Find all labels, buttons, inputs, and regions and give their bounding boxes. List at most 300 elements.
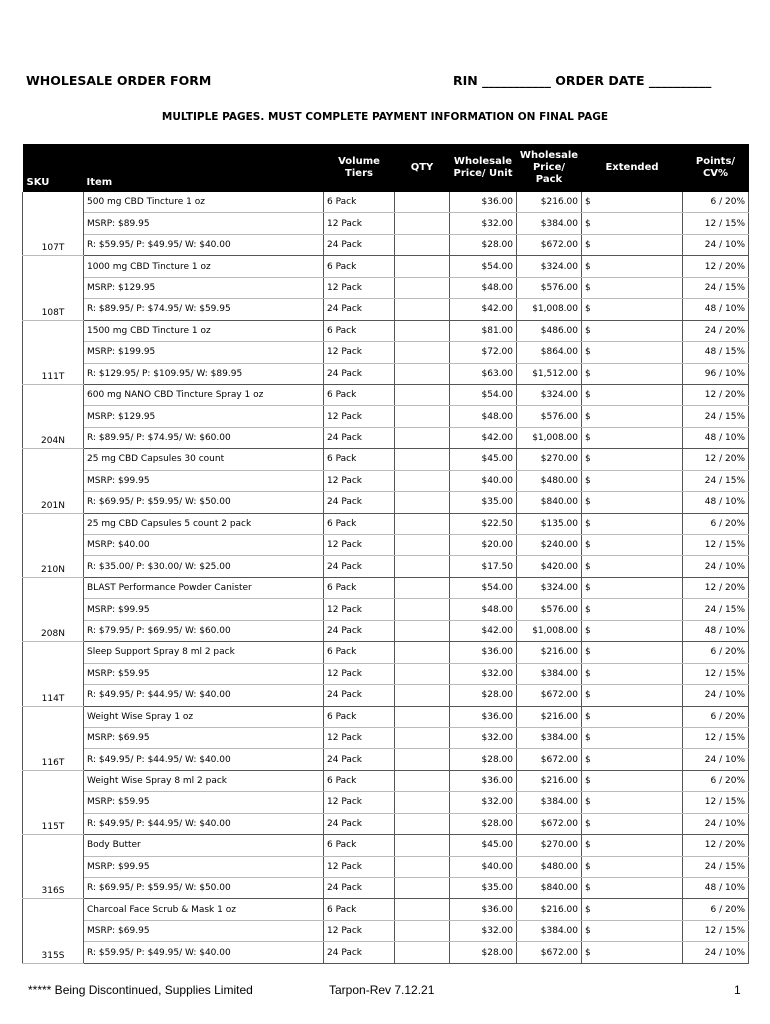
pack-price-cell: $135.00: [517, 513, 582, 534]
points-cell: 48 / 10%: [683, 492, 749, 513]
table-row: [23, 770, 749, 791]
item-cell: MSRP: $99.95: [84, 470, 324, 491]
volume-tier-cell: 24 Pack: [324, 492, 395, 513]
extended-cell[interactable]: $: [582, 342, 683, 363]
unit-price-cell: $35.00: [450, 492, 517, 513]
table-row: [23, 899, 749, 920]
points-cell: 96 / 10%: [683, 363, 749, 384]
points-cell: 24 / 10%: [683, 749, 749, 770]
qty-input-cell[interactable]: [395, 878, 450, 899]
extended-cell[interactable]: $: [582, 878, 683, 899]
qty-input-cell[interactable]: [395, 727, 450, 748]
sku-cell: 208N: [23, 577, 84, 641]
pack-price-cell: $486.00: [517, 320, 582, 341]
col-extended-header: Extended: [582, 144, 683, 192]
unit-price-cell: $35.00: [450, 878, 517, 899]
table-row: [23, 663, 749, 684]
points-cell: 48 / 10%: [683, 878, 749, 899]
qty-input-cell[interactable]: [395, 256, 450, 277]
table-row: [23, 706, 749, 727]
qty-input-cell[interactable]: [395, 535, 450, 556]
pack-price-cell: $324.00: [517, 577, 582, 598]
unit-price-cell: $48.00: [450, 599, 517, 620]
pack-price-cell: $1,008.00: [517, 299, 582, 320]
points-cell: 12 / 20%: [683, 256, 749, 277]
unit-price-cell: $40.00: [450, 470, 517, 491]
volume-tier-cell: 12 Pack: [324, 213, 395, 234]
pack-price-cell: $384.00: [517, 792, 582, 813]
table-row: [23, 384, 749, 405]
unit-price-cell: $36.00: [450, 770, 517, 791]
pack-price-cell: $384.00: [517, 920, 582, 941]
extended-cell[interactable]: $: [582, 556, 683, 577]
item-cell: R: $89.95/ P: $74.95/ W: $59.95: [84, 299, 324, 320]
qty-input-cell[interactable]: [395, 942, 450, 963]
item-cell: MSRP: $89.95: [84, 213, 324, 234]
extended-cell[interactable]: $: [582, 449, 683, 470]
points-cell: 24 / 15%: [683, 406, 749, 427]
volume-tier-cell: 24 Pack: [324, 363, 395, 384]
volume-tier-cell: 24 Pack: [324, 234, 395, 255]
unit-price-cell: $54.00: [450, 577, 517, 598]
pack-price-cell: $840.00: [517, 492, 582, 513]
item-cell: 600 mg NANO CBD Tincture Spray 1 oz: [84, 384, 324, 405]
table-row: [23, 299, 749, 320]
volume-tier-cell: 6 Pack: [324, 835, 395, 856]
extended-cell[interactable]: $: [582, 749, 683, 770]
volume-tier-cell: 12 Pack: [324, 406, 395, 427]
pack-price-cell: $1,008.00: [517, 620, 582, 641]
table-row: [23, 277, 749, 298]
points-cell: 12 / 15%: [683, 727, 749, 748]
table-row: [23, 642, 749, 663]
qty-input-cell[interactable]: [395, 320, 450, 341]
col-unit-price-header: Wholesale Price/ Unit: [450, 144, 517, 192]
extended-cell[interactable]: $: [582, 363, 683, 384]
points-cell: 12 / 15%: [683, 535, 749, 556]
volume-tier-cell: 6 Pack: [324, 899, 395, 920]
qty-input-cell[interactable]: [395, 770, 450, 791]
col-volume-header: Volume Tiers: [324, 144, 395, 192]
extended-cell[interactable]: $: [582, 535, 683, 556]
item-cell: MSRP: $69.95: [84, 920, 324, 941]
table-row: [23, 342, 749, 363]
table-row: [23, 792, 749, 813]
table-row: [23, 577, 749, 598]
qty-input-cell[interactable]: [395, 899, 450, 920]
table-row: [23, 406, 749, 427]
extended-cell[interactable]: $: [582, 599, 683, 620]
volume-tier-cell: 24 Pack: [324, 813, 395, 834]
table-row: [23, 492, 749, 513]
qty-input-cell[interactable]: [395, 299, 450, 320]
pack-price-cell: $672.00: [517, 685, 582, 706]
pack-price-cell: $324.00: [517, 256, 582, 277]
points-cell: 6 / 20%: [683, 192, 749, 213]
unit-price-cell: $32.00: [450, 920, 517, 941]
item-cell: MSRP: $129.95: [84, 277, 324, 298]
sku-cell: 111T: [23, 320, 84, 384]
table-row: [23, 727, 749, 748]
pack-price-cell: $672.00: [517, 813, 582, 834]
item-cell: 500 mg CBD Tincture 1 oz: [84, 192, 324, 213]
qty-input-cell[interactable]: [395, 792, 450, 813]
unit-price-cell: $45.00: [450, 835, 517, 856]
item-cell: MSRP: $40.00: [84, 535, 324, 556]
extended-cell[interactable]: $: [582, 920, 683, 941]
payment-notice: MULTIPLE PAGES. MUST COMPLETE PAYMENT INFORMATION ON FINAL PAGE: [161, 111, 609, 123]
volume-tier-cell: 6 Pack: [324, 256, 395, 277]
item-cell: MSRP: $59.95: [84, 792, 324, 813]
extended-cell[interactable]: $: [582, 792, 683, 813]
unit-price-cell: $36.00: [450, 706, 517, 727]
item-cell: Sleep Support Spray 8 ml 2 pack: [84, 642, 324, 663]
table-row: [23, 535, 749, 556]
extended-cell[interactable]: $: [582, 192, 683, 213]
qty-input-cell[interactable]: [395, 749, 450, 770]
volume-tier-cell: 6 Pack: [324, 513, 395, 534]
volume-tier-cell: 6 Pack: [324, 577, 395, 598]
extended-cell[interactable]: $: [582, 577, 683, 598]
col-points-header: Points/ CV%: [683, 144, 749, 192]
volume-tier-cell: 6 Pack: [324, 449, 395, 470]
item-cell: Body Butter: [84, 835, 324, 856]
volume-tier-cell: 12 Pack: [324, 856, 395, 877]
item-cell: BLAST Performance Powder Canister: [84, 577, 324, 598]
unit-price-cell: $63.00: [450, 363, 517, 384]
unit-price-cell: $32.00: [450, 727, 517, 748]
unit-price-cell: $28.00: [450, 685, 517, 706]
sku-cell: 316S: [23, 835, 84, 899]
points-cell: 24 / 20%: [683, 320, 749, 341]
pack-price-cell: $324.00: [517, 384, 582, 405]
extended-cell[interactable]: $: [582, 706, 683, 727]
table-row: [23, 942, 749, 963]
unit-price-cell: $36.00: [450, 899, 517, 920]
pack-price-cell: $576.00: [517, 406, 582, 427]
extended-cell[interactable]: $: [582, 277, 683, 298]
points-cell: 48 / 10%: [683, 427, 749, 448]
points-cell: 6 / 20%: [683, 642, 749, 663]
sku-cell: 116T: [23, 706, 84, 770]
extended-cell[interactable]: $: [582, 770, 683, 791]
item-cell: R: $49.95/ P: $44.95/ W: $40.00: [84, 749, 324, 770]
extended-cell[interactable]: $: [582, 299, 683, 320]
pack-price-cell: $864.00: [517, 342, 582, 363]
sku-cell: 204N: [23, 384, 84, 448]
extended-cell[interactable]: $: [582, 813, 683, 834]
pack-price-cell: $1,008.00: [517, 427, 582, 448]
volume-tier-cell: 6 Pack: [324, 320, 395, 341]
extended-cell[interactable]: $: [582, 234, 683, 255]
pack-price-cell: $840.00: [517, 878, 582, 899]
points-cell: 48 / 10%: [683, 620, 749, 641]
points-cell: 12 / 15%: [683, 920, 749, 941]
table-row: [23, 192, 749, 213]
qty-input-cell[interactable]: [395, 363, 450, 384]
qty-input-cell[interactable]: [395, 513, 450, 534]
volume-tier-cell: 6 Pack: [324, 706, 395, 727]
pack-price-cell: $216.00: [517, 642, 582, 663]
extended-cell[interactable]: $: [582, 663, 683, 684]
item-cell: MSRP: $199.95: [84, 342, 324, 363]
qty-input-cell[interactable]: [395, 470, 450, 491]
page-number: 1: [734, 983, 741, 997]
table-row: [23, 835, 749, 856]
table-row: [23, 363, 749, 384]
pack-price-cell: $240.00: [517, 535, 582, 556]
qty-input-cell[interactable]: [395, 663, 450, 684]
volume-tier-cell: 12 Pack: [324, 277, 395, 298]
volume-tier-cell: 6 Pack: [324, 770, 395, 791]
extended-cell[interactable]: $: [582, 513, 683, 534]
unit-price-cell: $42.00: [450, 299, 517, 320]
qty-input-cell[interactable]: [395, 685, 450, 706]
qty-input-cell[interactable]: [395, 577, 450, 598]
unit-price-cell: $40.00: [450, 856, 517, 877]
discontinued-note: ***** Being Discontinued, Supplies Limited: [28, 983, 253, 997]
item-cell: Charcoal Face Scrub & Mask 1 oz: [84, 899, 324, 920]
col-pack-price-header: Wholesale Price/ Pack: [517, 144, 582, 192]
volume-tier-cell: 6 Pack: [324, 642, 395, 663]
volume-tier-cell: 6 Pack: [324, 192, 395, 213]
pack-price-cell: $270.00: [517, 449, 582, 470]
pack-price-cell: $216.00: [517, 192, 582, 213]
extended-cell[interactable]: $: [582, 620, 683, 641]
unit-price-cell: $42.00: [450, 427, 517, 448]
points-cell: 12 / 20%: [683, 384, 749, 405]
qty-input-cell[interactable]: [395, 856, 450, 877]
points-cell: 24 / 10%: [683, 685, 749, 706]
unit-price-cell: $45.00: [450, 449, 517, 470]
extended-cell[interactable]: $: [582, 384, 683, 405]
col-sku-header: SKU: [23, 144, 84, 192]
points-cell: 24 / 10%: [683, 942, 749, 963]
table-row: [23, 449, 749, 470]
volume-tier-cell: 12 Pack: [324, 727, 395, 748]
extended-cell[interactable]: $: [582, 642, 683, 663]
points-cell: 12 / 15%: [683, 663, 749, 684]
extended-cell[interactable]: $: [582, 727, 683, 748]
qty-input-cell[interactable]: [395, 599, 450, 620]
pack-price-cell: $480.00: [517, 470, 582, 491]
unit-price-cell: $48.00: [450, 277, 517, 298]
pack-price-cell: $420.00: [517, 556, 582, 577]
extended-cell[interactable]: $: [582, 256, 683, 277]
pack-price-cell: $672.00: [517, 942, 582, 963]
qty-input-cell[interactable]: [395, 556, 450, 577]
extended-cell[interactable]: $: [582, 406, 683, 427]
qty-input-cell[interactable]: [395, 492, 450, 513]
pack-price-cell: $216.00: [517, 706, 582, 727]
pack-price-cell: $384.00: [517, 727, 582, 748]
points-cell: 12 / 15%: [683, 213, 749, 234]
points-cell: 12 / 20%: [683, 577, 749, 598]
pack-price-cell: $270.00: [517, 835, 582, 856]
unit-price-cell: $32.00: [450, 213, 517, 234]
qty-input-cell[interactable]: [395, 213, 450, 234]
item-cell: 25 mg CBD Capsules 5 count 2 pack: [84, 513, 324, 534]
table-row: [23, 427, 749, 448]
table-row: [23, 234, 749, 255]
unit-price-cell: $36.00: [450, 192, 517, 213]
unit-price-cell: $17.50: [450, 556, 517, 577]
points-cell: 12 / 20%: [683, 835, 749, 856]
volume-tier-cell: 12 Pack: [324, 920, 395, 941]
table-row: [23, 878, 749, 899]
pack-price-cell: $216.00: [517, 770, 582, 791]
qty-input-cell[interactable]: [395, 813, 450, 834]
volume-tier-cell: 12 Pack: [324, 470, 395, 491]
volume-tier-cell: 24 Pack: [324, 427, 395, 448]
qty-input-cell[interactable]: [395, 384, 450, 405]
unit-price-cell: $72.00: [450, 342, 517, 363]
order-table: [22, 144, 749, 964]
unit-price-cell: $54.00: [450, 384, 517, 405]
extended-cell[interactable]: $: [582, 470, 683, 491]
item-cell: MSRP: $99.95: [84, 599, 324, 620]
pack-price-cell: $384.00: [517, 663, 582, 684]
points-cell: 24 / 10%: [683, 556, 749, 577]
qty-input-cell[interactable]: [395, 449, 450, 470]
unit-price-cell: $36.00: [450, 642, 517, 663]
volume-tier-cell: 24 Pack: [324, 299, 395, 320]
points-cell: 48 / 15%: [683, 342, 749, 363]
volume-tier-cell: 12 Pack: [324, 792, 395, 813]
qty-input-cell[interactable]: [395, 642, 450, 663]
item-cell: 25 mg CBD Capsules 30 count: [84, 449, 324, 470]
item-cell: R: $129.95/ P: $109.95/ W: $89.95: [84, 363, 324, 384]
col-qty-header: QTY: [395, 144, 450, 192]
table-row: [23, 320, 749, 341]
item-cell: R: $79.95/ P: $69.95/ W: $60.00: [84, 620, 324, 641]
sku-cell: 115T: [23, 770, 84, 834]
pack-price-cell: $576.00: [517, 277, 582, 298]
points-cell: 24 / 15%: [683, 470, 749, 491]
unit-price-cell: $28.00: [450, 942, 517, 963]
volume-tier-cell: 24 Pack: [324, 620, 395, 641]
volume-tier-cell: 24 Pack: [324, 878, 395, 899]
pack-price-cell: $1,512.00: [517, 363, 582, 384]
item-cell: 1000 mg CBD Tincture 1 oz: [84, 256, 324, 277]
volume-tier-cell: 12 Pack: [324, 599, 395, 620]
extended-cell[interactable]: $: [582, 213, 683, 234]
table-row: [23, 856, 749, 877]
sku-cell: 315S: [23, 899, 84, 963]
item-cell: Weight Wise Spray 1 oz: [84, 706, 324, 727]
table-row: [23, 599, 749, 620]
qty-input-cell[interactable]: [395, 835, 450, 856]
table-row: [23, 213, 749, 234]
volume-tier-cell: 24 Pack: [324, 942, 395, 963]
volume-tier-cell: 24 Pack: [324, 556, 395, 577]
unit-price-cell: $20.00: [450, 535, 517, 556]
points-cell: 12 / 20%: [683, 449, 749, 470]
qty-input-cell[interactable]: [395, 706, 450, 727]
item-cell: R: $69.95/ P: $59.95/ W: $50.00: [84, 878, 324, 899]
extended-cell[interactable]: $: [582, 685, 683, 706]
points-cell: 12 / 15%: [683, 792, 749, 813]
table-row: [23, 813, 749, 834]
table-row: [23, 685, 749, 706]
extended-cell[interactable]: $: [582, 856, 683, 877]
item-cell: MSRP: $59.95: [84, 663, 324, 684]
item-cell: MSRP: $129.95: [84, 406, 324, 427]
points-cell: 24 / 10%: [683, 813, 749, 834]
item-cell: R: $35.00/ P: $30.00/ W: $25.00: [84, 556, 324, 577]
volume-tier-cell: 24 Pack: [324, 685, 395, 706]
pack-price-cell: $480.00: [517, 856, 582, 877]
table-row: [23, 470, 749, 491]
pack-price-cell: $576.00: [517, 599, 582, 620]
points-cell: 6 / 20%: [683, 513, 749, 534]
qty-input-cell[interactable]: [395, 427, 450, 448]
table-row: [23, 620, 749, 641]
unit-price-cell: $32.00: [450, 663, 517, 684]
unit-price-cell: $22.50: [450, 513, 517, 534]
unit-price-cell: $48.00: [450, 406, 517, 427]
unit-price-cell: $81.00: [450, 320, 517, 341]
qty-input-cell[interactable]: [395, 620, 450, 641]
extended-cell[interactable]: $: [582, 942, 683, 963]
sku-cell: 201N: [23, 449, 84, 513]
volume-tier-cell: 6 Pack: [324, 384, 395, 405]
item-cell: R: $89.95/ P: $74.95/ W: $60.00: [84, 427, 324, 448]
qty-input-cell[interactable]: [395, 234, 450, 255]
col-item-header: Item: [84, 144, 324, 192]
item-cell: MSRP: $69.95: [84, 727, 324, 748]
extended-cell[interactable]: $: [582, 320, 683, 341]
points-cell: 6 / 20%: [683, 770, 749, 791]
item-cell: R: $59.95/ P: $49.95/ W: $40.00: [84, 942, 324, 963]
sku-cell: 210N: [23, 513, 84, 577]
sku-cell: 108T: [23, 256, 84, 320]
item-cell: R: $49.95/ P: $44.95/ W: $40.00: [84, 813, 324, 834]
extended-cell[interactable]: $: [582, 899, 683, 920]
qty-input-cell[interactable]: [395, 277, 450, 298]
points-cell: 24 / 15%: [683, 277, 749, 298]
table-row: [23, 256, 749, 277]
qty-input-cell[interactable]: [395, 920, 450, 941]
qty-input-cell[interactable]: [395, 192, 450, 213]
extended-cell[interactable]: $: [582, 835, 683, 856]
extended-cell[interactable]: $: [582, 492, 683, 513]
volume-tier-cell: 12 Pack: [324, 663, 395, 684]
qty-input-cell[interactable]: [395, 342, 450, 363]
volume-tier-cell: 12 Pack: [324, 535, 395, 556]
table-row: [23, 920, 749, 941]
item-cell: R: $49.95/ P: $44.95/ W: $40.00: [84, 685, 324, 706]
extended-cell[interactable]: $: [582, 427, 683, 448]
table-row: [23, 513, 749, 534]
item-cell: R: $69.95/ P: $59.95/ W: $50.00: [84, 492, 324, 513]
sku-cell: 114T: [23, 642, 84, 706]
item-cell: 1500 mg CBD Tincture 1 oz: [84, 320, 324, 341]
qty-input-cell[interactable]: [395, 406, 450, 427]
table-row: [23, 556, 749, 577]
unit-price-cell: $28.00: [450, 234, 517, 255]
form-title: WHOLESALE ORDER FORM: [26, 73, 212, 88]
unit-price-cell: $28.00: [450, 749, 517, 770]
table-header-row: [23, 144, 749, 192]
volume-tier-cell: 12 Pack: [324, 342, 395, 363]
pack-price-cell: $672.00: [517, 234, 582, 255]
unit-price-cell: $32.00: [450, 792, 517, 813]
revision-label: Tarpon-Rev 7.12.21: [329, 983, 435, 997]
points-cell: 24 / 15%: [683, 599, 749, 620]
unit-price-cell: $28.00: [450, 813, 517, 834]
pack-price-cell: $216.00: [517, 899, 582, 920]
